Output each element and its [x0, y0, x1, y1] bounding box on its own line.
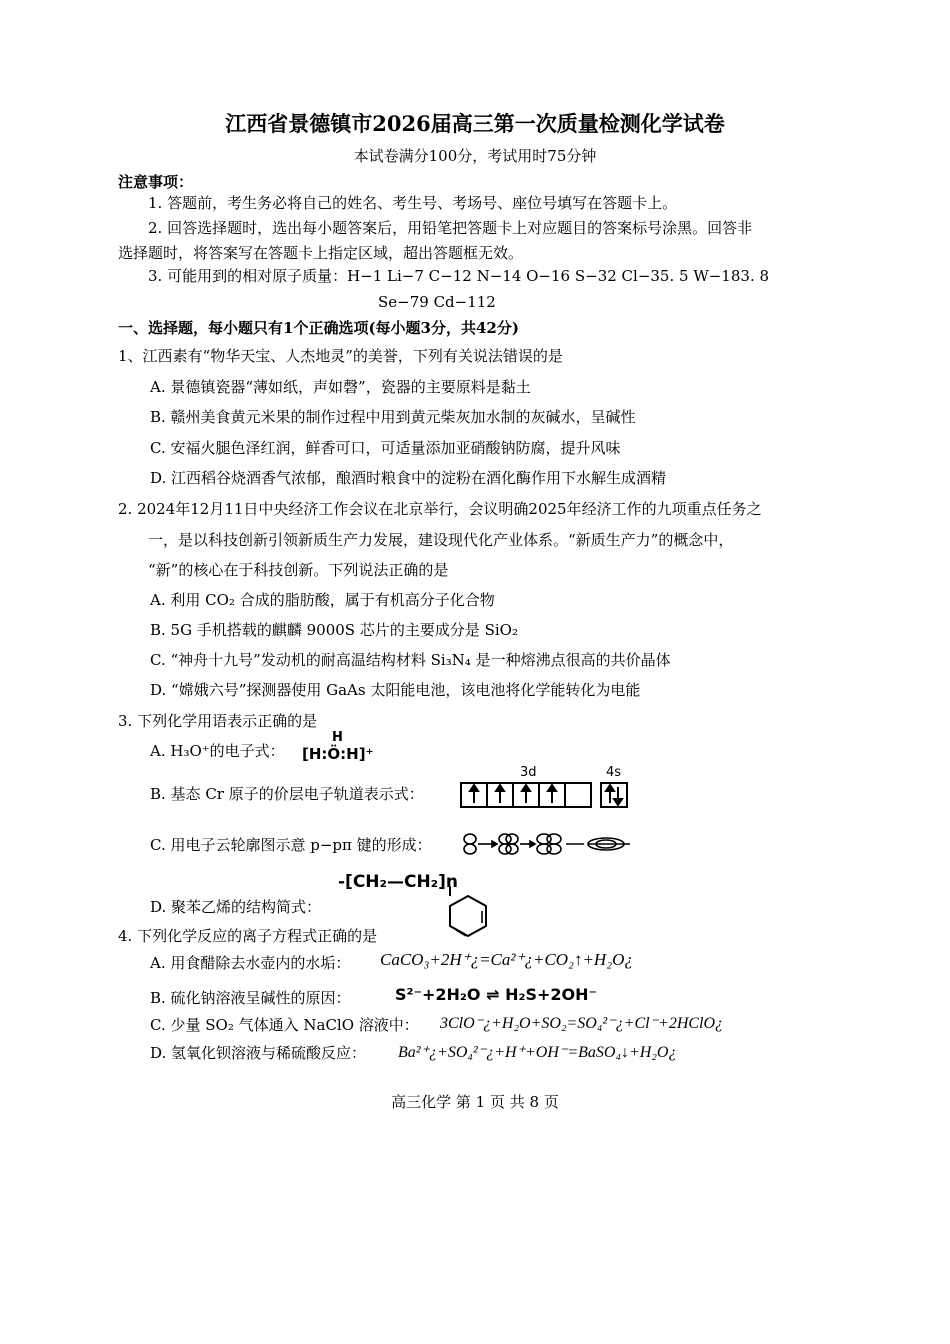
q3-option-d: D. 聚苯乙烯的结构简式： [150, 898, 322, 916]
q4-stem: 4. 下列化学反应的离子方程式正确的是 [118, 927, 378, 945]
q1-option-b: B. 赣州美食黄元米果的制作过程中用到黄元柴灰加水制的灰碱水，呈碱性 [150, 408, 636, 426]
q2-stem-2: 一，是以科技创新引领新质生产力发展，建设现代化产业体系。“新质生产力”的概念中， [148, 531, 734, 549]
q4-option-a: A. 用食醋除去水壶内的水垢： [150, 954, 351, 972]
q1-stem: 1、江西素有“物华天宝、人杰地灵”的美誉，下列有关说法错误的是 [118, 347, 563, 365]
hydronium-formula: [H:Ö:H]⁺ [302, 745, 374, 763]
section-heading: 一、选择题，每小题只有1个正确选项(每小题3分，共42分) [118, 319, 519, 337]
q4-equation-a: CaCO₃+2H⁺¿=Ca²⁺¿+CO₂↑+H₂O¿ [380, 950, 633, 969]
q2-option-b: B. 5G 手机搭载的麒麟 9000S 芯片的主要成分是 SiO₂ [150, 621, 518, 639]
page-footer: 高三化学 第 1 页 共 8 页 [391, 1093, 559, 1111]
q4-option-d: D. 氢氧化钡溶液与稀硫酸反应： [150, 1044, 367, 1062]
orbital-label-3d: 3d [520, 765, 537, 780]
notice-heading: 注意事项： [118, 173, 194, 191]
notice-item-3a: 3. 可能用到的相对原子质量：H−1 Li−7 C−12 N−14 O−16 S−32 Cl−35. 5 W−183. 8 [148, 267, 770, 285]
q4-equation-b: S²⁻+2H₂O ⇌ H₂S+2OH⁻ [395, 985, 597, 1004]
q2-stem-1: 2. 2024年12月11日中央经济工作会议在北京举行，会议明确2025年经济工作的九项重点任务之 [118, 500, 762, 518]
q3-option-c: C. 用电子云轮廓图示意 p−pπ 键的形成： [150, 836, 432, 854]
hydronium-top-h: H [332, 730, 343, 745]
q1-option-d: D. 江西稻谷烧酒香气浓郁，酿酒时粮食中的淀粉在酒化酶作用下水解生成酒精 [150, 469, 667, 487]
q4-equation-d: Ba²⁺¿+SO₄²⁻¿+H⁺+OH⁻=BaSO₄↓+H₂O¿ [398, 1044, 677, 1061]
polystyrene-formula: -[CH₂—CH₂]n [338, 872, 458, 892]
notice-item-3b: Se−79 Cd−112 [378, 293, 496, 311]
q2-option-a: A. 利用 CO₂ 合成的脂肪酸，属于有机高分子化合物 [150, 591, 495, 609]
q4-option-b: B. 硫化钠溶液呈碱性的原因： [150, 989, 351, 1007]
p-p-pi-bond-diagram [460, 830, 640, 858]
q3-option-a: A. H₃O⁺的电子式： [150, 742, 285, 760]
q3-option-b: B. 基态 Cr 原子的价层电子轨道表示式： [150, 785, 424, 803]
q2-stem-3: “新”的核心在于科技创新。下列说法正确的是 [148, 561, 449, 579]
q2-option-d: D. “嫦娥六号”探测器使用 GaAs 太阳能电池，该电池将化学能转化为电能 [150, 681, 641, 699]
subtitle: 本试卷满分100分，考试用时75分钟 [353, 147, 597, 165]
notice-item-1: 1. 答题前，考生务必将自己的姓名、考生号、考场号、座位号填写在答题卡上。 [148, 194, 678, 212]
benzene-ring [438, 886, 498, 946]
q1-option-a: A. 景德镇瓷器“薄如纸，声如磬”，瓷器的主要原料是黏土 [150, 378, 531, 396]
q4-option-c: C. 少量 SO₂ 气体通入 NaClO 溶液中： [150, 1016, 419, 1034]
notice-item-2a: 2. 回答选择题时，选出每小题答案后，用铅笔把答题卡上对应题目的答案标号涂黑。回答非 [148, 219, 753, 237]
q1-option-c: C. 安福火腿色泽红润，鲜香可口，可适量添加亚硝酸钠防腐，提升风味 [150, 439, 621, 457]
orbital-label-4s: 4s [606, 765, 622, 780]
orbital-boxes [460, 781, 635, 826]
notice-item-2b: 选择题时，将答案写在答题卡上指定区域，超出答题框无效。 [118, 244, 524, 262]
q4-equation-c: 3ClO⁻¿+H₂O+SO₂=SO₄²⁻¿+Cl⁻+2HClO¿ [440, 1015, 724, 1032]
q3-stem: 3. 下列化学用语表示正确的是 [118, 712, 318, 730]
page-title: 江西省景德镇市2026届高三第一次质量检测化学试卷 [225, 111, 725, 136]
q2-option-c: C. “神舟十九号”发动机的耐高温结构材料 Si₃N₄ 是一种熔沸点很高的共价晶体 [150, 651, 671, 669]
